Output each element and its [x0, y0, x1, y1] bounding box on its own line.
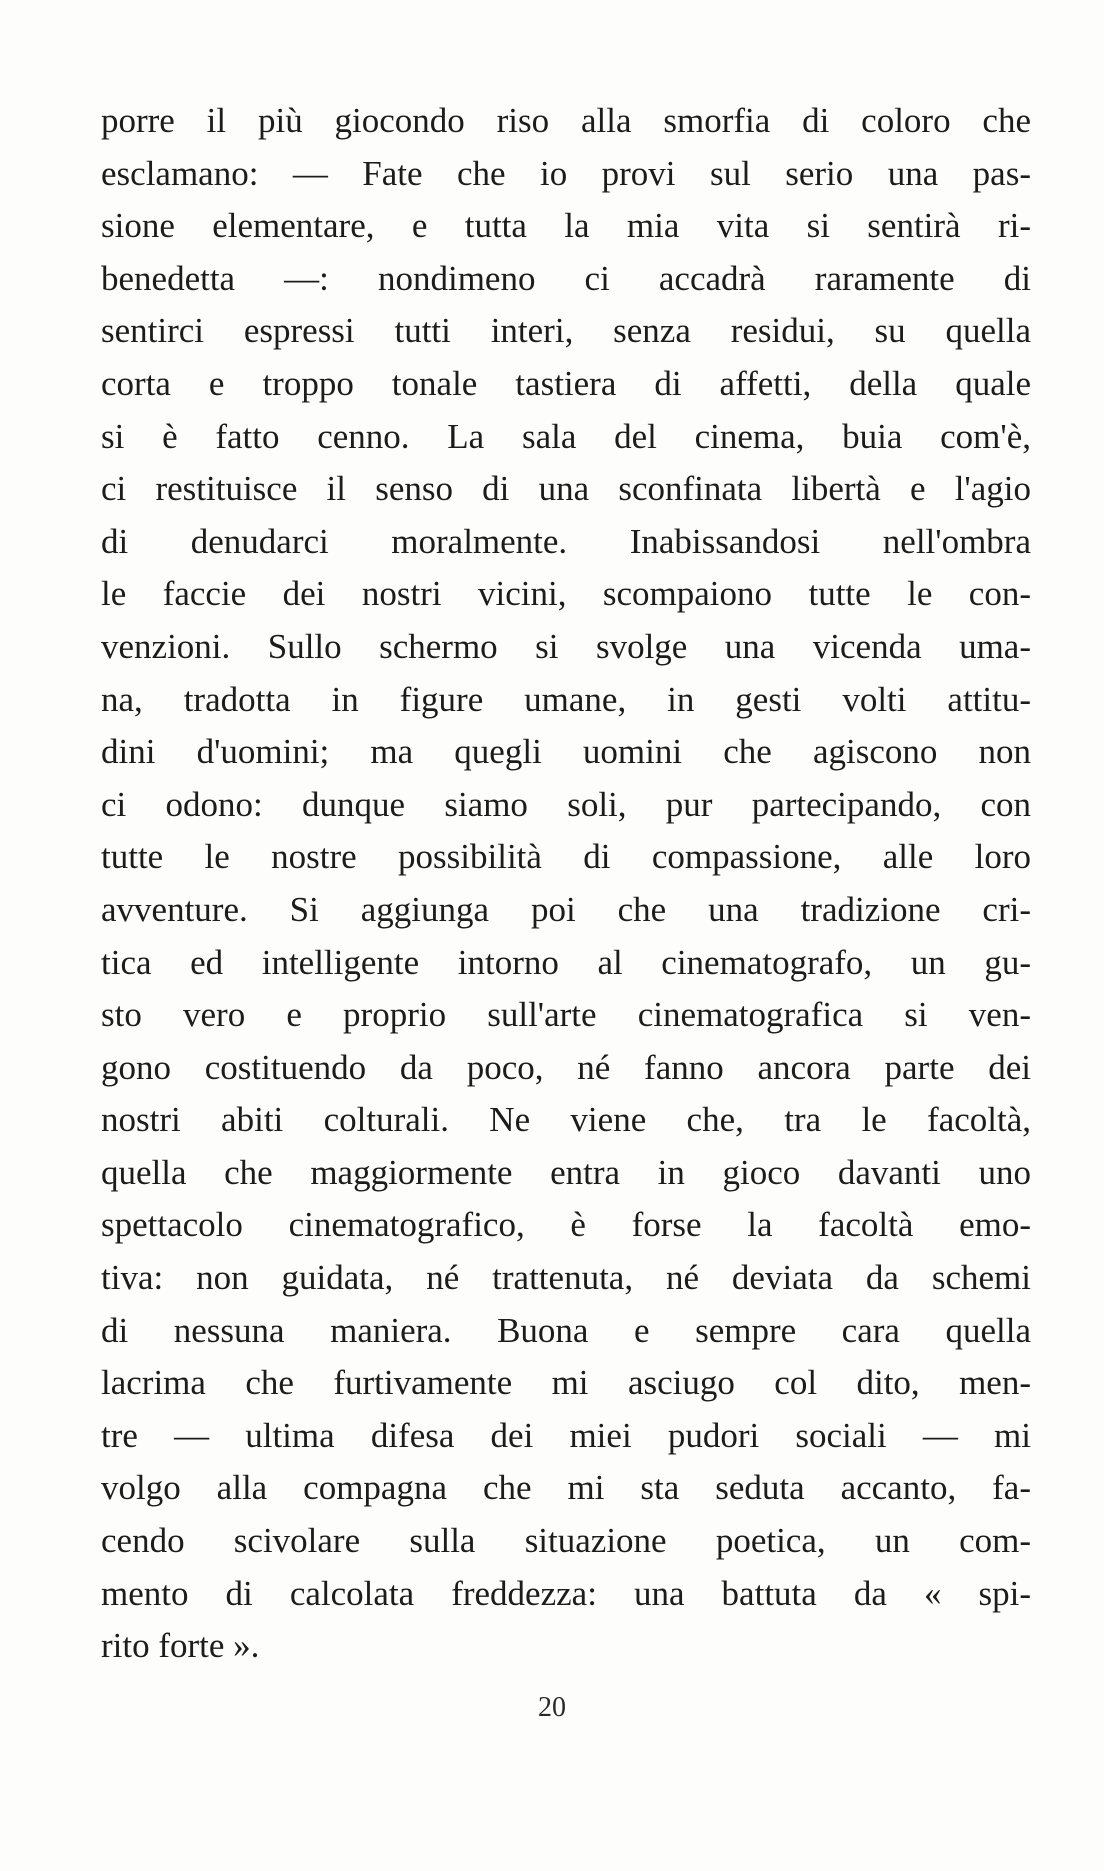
text-line: le faccie dei nostri vicini, scompaiono tutte le con-	[101, 574, 1031, 614]
text-line: spettacolo cinematografico, è forse la facoltà emo-	[101, 1205, 1031, 1245]
text-line: mento di calcolata freddezza: una battuta da « spi-	[101, 1573, 1031, 1613]
text-line: rito forte ».	[101, 1626, 260, 1666]
text-line: quella che maggiormente entra in gioco davanti uno	[101, 1152, 1031, 1192]
text-line: avventure. Si aggiunga poi che una tradizione cri-	[101, 889, 1031, 929]
text-line: ci odono: dunque siamo soli, pur partecipando, con	[101, 784, 1031, 824]
text-line: lacrima che furtivamente mi asciugo col dito, men-	[101, 1363, 1031, 1403]
text-line: sentirci espressi tutti interi, senza residui, su quella	[101, 311, 1031, 351]
text-line: benedetta —: nondimeno ci accadrà raramente di	[101, 258, 1031, 298]
text-line: esclamano: — Fate che io provi sul serio una pas-	[101, 153, 1031, 193]
text-line: dini d'uomini; ma quegli uomini che agiscono non	[101, 732, 1031, 772]
text-line: sto vero e proprio sull'arte cinematografica si ven-	[101, 995, 1031, 1035]
text-line: di nessuna maniera. Buona e sempre cara quella	[101, 1310, 1031, 1350]
text-line: gono costituendo da poco, né fanno ancora parte dei	[101, 1047, 1031, 1087]
text-line: corta e troppo tonale tastiera di affetti, della quale	[101, 363, 1031, 403]
text-line: porre il più giocondo riso alla smorfia di coloro che	[101, 101, 1031, 140]
text-line: tutte le nostre possibilità di compassione, alle loro	[101, 837, 1031, 877]
text-line: cendo scivolare sulla situazione poetica, un com-	[101, 1521, 1031, 1561]
body-text	[101, 95, 1031, 1673]
text-line: si è fatto cenno. La sala del cinema, buia com'è,	[101, 416, 1031, 456]
text-line: sione elementare, e tutta la mia vita si sentirà ri-	[101, 206, 1031, 246]
text-line: tica ed intelligente intorno al cinematografo, un gu-	[101, 942, 1031, 982]
text-line: nostri abiti colturali. Ne viene che, tra le facoltà,	[101, 1100, 1031, 1140]
text-line: tiva: non guidata, né trattenuta, né deviata da schemi	[101, 1258, 1031, 1298]
text-line: na, tradotta in figure umane, in gesti volti attitu-	[101, 679, 1031, 719]
text-line: ci restituisce il senso di una sconfinata libertà e l'agio	[101, 469, 1031, 509]
text-line: venzioni. Sullo schermo si svolge una vicenda uma-	[101, 626, 1031, 666]
page-number: 20	[538, 1692, 566, 1723]
text-line: di denudarci moralmente. Inabissandosi nell'ombra	[101, 521, 1031, 561]
text-line: volgo alla compagna che mi sta seduta accanto, fa-	[101, 1468, 1031, 1508]
text-line: tre — ultima difesa dei miei pudori sociali — mi	[101, 1415, 1031, 1455]
